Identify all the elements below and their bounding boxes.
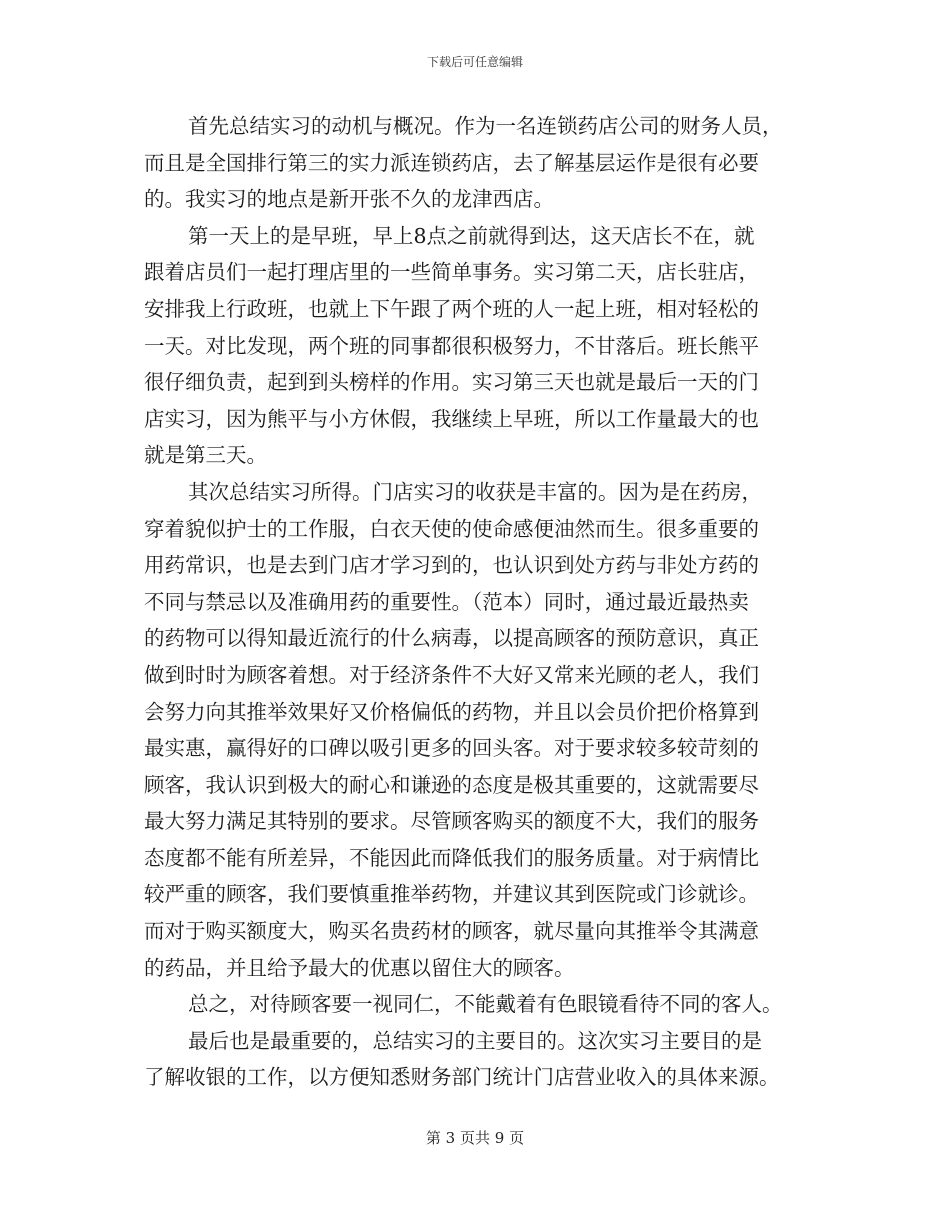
document-body	[144, 108, 814, 1096]
text-line: 一天。对比发现，两个班的同事都很积极努力，不甘落后。班长熊平	[144, 333, 759, 358]
text-line: 跟着店员们一起打理店里的一些简单事务。实习第二天，店长驻店，	[144, 260, 759, 285]
text-line: 会努力向其推举效果好又价格偏低的药物，并且以会员价把价格算到	[144, 699, 759, 724]
page-footer: 第 3 页共 9 页	[425, 1129, 525, 1147]
text-line: 最大努力满足其特别的要求。尽管顾客购买的额度不大，我们的服务	[144, 809, 759, 834]
text-line: 就是第三天。	[144, 443, 267, 468]
text-line: 很仔细负责，起到到头榜样的作用。实习第三天也就是最后一天的门	[144, 370, 759, 395]
text-line: 态度都不能有所差异，不能因此而降低我们的服务质量。对于病情比	[144, 845, 759, 870]
text-line: 最实惠，赢得好的口碑以吸引更多的回头客。对于要求较多较苛刻的	[144, 736, 759, 761]
text-line: 而对于购买额度大，购买名贵药材的顾客，就尽量向其推举令其满意	[144, 919, 759, 944]
text-line: 首先总结实习的动机与概况。作为一名连锁药店公司的财务人员，	[188, 114, 783, 138]
text-line: 穿着貌似护士的工作服，白衣天使的使命感便油然而生。很多重要的	[144, 516, 759, 541]
page-header: 下载后可任意编辑	[426, 55, 523, 69]
text-line: 最后也是最重要的，总结实习的主要目的。这次实习主要目的是	[188, 1028, 762, 1053]
text-line: 做到时时为顾客着想。对于经济条件不大好又常来光顾的老人，我们	[144, 662, 759, 687]
text-line: 的药品，并且给予最大的优惠以留住大的顾客。	[144, 955, 575, 980]
text-line: 安排我上行政班，也就上下午跟了两个班的人一起上班，相对轻松的	[144, 296, 759, 321]
text-line: 第一天上的是早班，早上8点之前就得到达，这天店长不在，就	[188, 223, 755, 248]
text-line: 了解收银的工作，以方便知悉财务部门统计门店营业收入的具体来源。	[144, 1065, 780, 1090]
text-line: 的。我实习的地点是新开张不久的龙津西店。	[144, 187, 554, 212]
text-line: 用药常识，也是去到门店才学习到的，也认识到处方药与非处方药的	[144, 553, 759, 578]
text-line: 店实习，因为熊平与小方休假，我继续上早班，所以工作量最大的也	[144, 406, 759, 431]
text-line: 总之，对待顾客要一视同仁，不能戴着有色眼镜看待不同的客人。	[188, 992, 783, 1017]
text-line: 的药物可以得知最近流行的什么病毒，以提高顾客的预防意识，真正	[144, 626, 759, 651]
text-line: 其次总结实习所得。门店实习的收获是丰富的。因为是在药房，	[188, 479, 762, 504]
text-line: 较严重的顾客，我们要慎重推举药物，并建议其到医院或门诊就诊。	[144, 882, 759, 907]
text-line: 不同与禁忌以及准确用药的重要性。（范本）同时，通过最近最热卖	[144, 589, 749, 614]
text-line: 顾客，我认识到极大的耐心和谦逊的态度是极其重要的，这就需要尽	[144, 772, 759, 797]
text-line: 而且是全国排行第三的实力派连锁药店，去了解基层运作是很有必要	[144, 150, 759, 175]
